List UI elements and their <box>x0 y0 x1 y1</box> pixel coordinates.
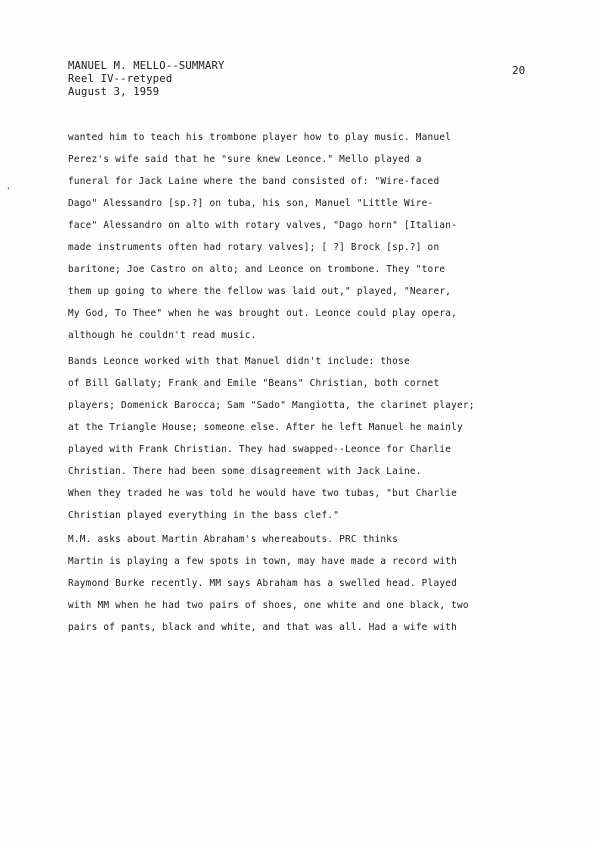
body-line: wanted him to teach his trombone player how to play music. Manuel <box>68 132 452 143</box>
body-line: funeral for Jack Laine where the band consisted of: "Wire-faced <box>68 176 440 187</box>
body-line: at the Triangle House; someone else. After he left Manuel he mainly <box>68 422 463 433</box>
body-line: Perez's wife said that he "sure knew Leonce." Mello played a <box>68 154 422 165</box>
margin-mark: ‘ <box>6 186 11 195</box>
body-line: When they traded he was told he would have two tubas, "but Charlie <box>68 488 458 499</box>
page-number: 20 <box>512 64 526 77</box>
header-title: MANUEL M. MELLO--SUMMARY <box>68 60 225 72</box>
body-line: face" Alessandro on alto with rotary valves, "Dago horn" [Italian- <box>68 220 458 231</box>
body-line: played with Frank Christian. They had swapped--Leonce for Charlie <box>68 444 452 455</box>
body-line: them up going to where the fellow was laid out," played, "Nearer, <box>68 286 452 297</box>
header-date: August 3, 1959 <box>68 86 160 98</box>
body-line: baritone; Joe Castro on alto; and Leonce on trombone. They "tore <box>68 264 446 275</box>
body-line: with MM when he had two pairs of shoes, one white and one black, two <box>68 600 469 611</box>
body-line: Christian played everything in the bass clef." <box>68 510 340 521</box>
body-line: Dago" Alessandro [sp.?] on tuba, his son, Manuel "Little Wire- <box>68 198 434 209</box>
body-line: Raymond Burke recently. MM says Abraham has a swelled head. Played <box>68 578 458 589</box>
body-line: Bands Leonce worked with that Manuel didn't include: those <box>68 356 410 367</box>
body-line: players; Domenick Barocca; Sam "Sado" Mangiotta, the clarinet player; <box>68 400 475 411</box>
body-line: made instruments often had rotary valves]; [ ?] Brock [sp.?] on <box>68 242 440 253</box>
body-line: Christian. There had been some disagreement with Jack Laine. <box>68 466 422 477</box>
body-line: pairs of pants, black and white, and that was all. Had a wife with <box>68 622 458 633</box>
body-line: My God, To Thee" when he was brought out. Leonce could play opera, <box>68 308 458 319</box>
header-reel: Reel IV--retyped <box>68 73 173 85</box>
body-line: although he couldn't read music. <box>68 330 257 341</box>
body-line: M.M. asks about Martin Abraham's whereabouts. PRC thinks <box>68 534 399 545</box>
body-line: Martin is playing a few spots in town, may have made a record with <box>68 556 458 567</box>
document-header <box>68 60 225 99</box>
body-line: of Bill Gallaty; Frank and Emile "Beans" Christian, both cornet <box>68 378 440 389</box>
